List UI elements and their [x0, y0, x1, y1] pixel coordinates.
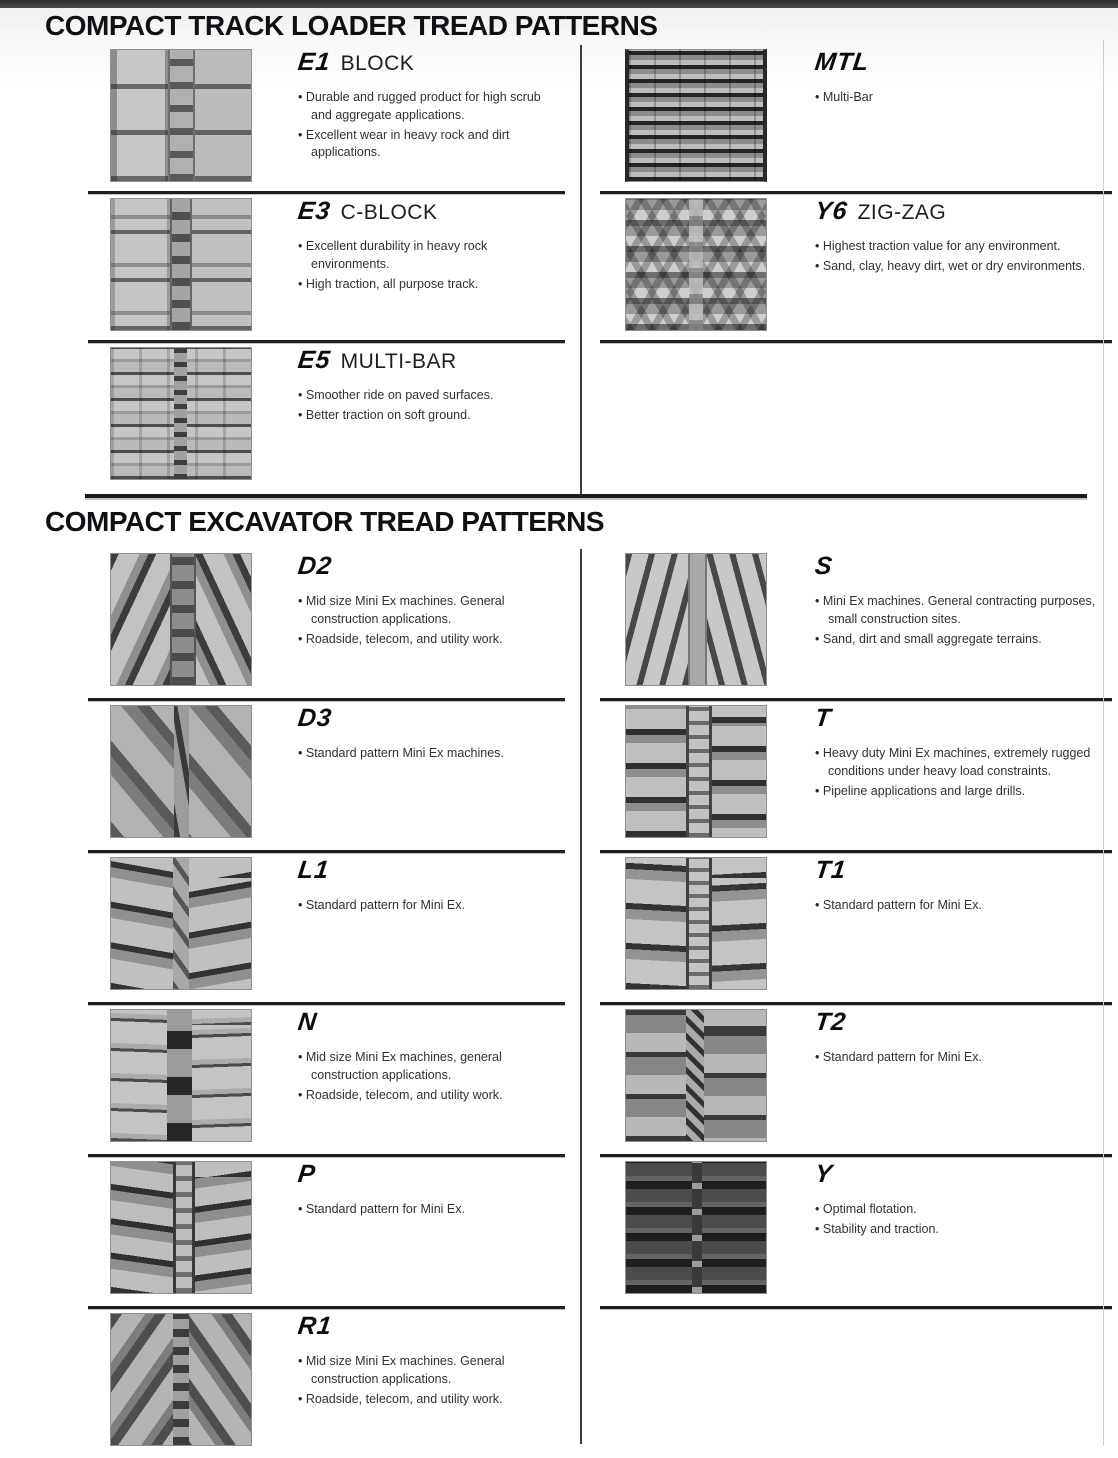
tread-r1-pattern	[110, 1313, 252, 1446]
pattern-info	[298, 347, 493, 427]
pattern-code: E5	[296, 346, 333, 374]
tread-e5-pattern	[110, 347, 252, 480]
pattern-bullets	[298, 1049, 556, 1104]
pattern-title	[298, 554, 556, 580]
pattern-title	[298, 348, 493, 374]
tread-n-pattern	[110, 1009, 252, 1142]
tread-row	[88, 194, 565, 343]
bullet-item: • Standard pattern for Mini Ex.	[815, 1049, 982, 1067]
pattern-bullets	[815, 897, 982, 915]
pattern-info	[815, 1009, 982, 1069]
tread-spine	[686, 1010, 704, 1141]
tread-row	[600, 1005, 1112, 1157]
pattern-code: E1	[296, 48, 333, 76]
bullet-item: • Roadside, telecom, and utility work.	[298, 1391, 556, 1409]
pattern-title	[298, 1162, 465, 1188]
pattern-bullets	[298, 1201, 465, 1219]
tread-t-pattern	[625, 705, 767, 838]
pattern-info	[298, 1009, 556, 1106]
pattern-info	[815, 198, 1085, 278]
bullet-item: • Mid size Mini Ex machines. General construction applications.	[298, 1353, 556, 1389]
pattern-bullets	[815, 593, 1112, 648]
pattern-code: Y	[813, 1160, 835, 1188]
pattern-code: E3	[296, 197, 333, 225]
pattern-info	[298, 705, 504, 765]
bullet-item: • Stability and traction.	[815, 1221, 939, 1239]
tread-d3-pattern	[110, 705, 252, 838]
tread-y6-pattern	[625, 198, 767, 331]
bullet-item: • High traction, all purpose track.	[298, 276, 556, 294]
pattern-info	[815, 49, 879, 109]
pattern-code: D3	[296, 704, 334, 732]
pattern-title	[298, 1314, 556, 1340]
pattern-title	[815, 1162, 939, 1188]
pattern-bullets	[815, 238, 1085, 276]
bullet-item: • Heavy duty Mini Ex machines, extremely rugged conditions under heavy load constraints.	[815, 745, 1112, 781]
tread-spine	[173, 1314, 190, 1445]
pattern-code: MTL	[813, 48, 872, 76]
pattern-title	[815, 50, 879, 76]
right-column	[582, 549, 1118, 1309]
bullet-item: • Roadside, telecom, and utility work.	[298, 631, 556, 649]
bullet-item: • Smoother ride on paved surfaces.	[298, 387, 493, 405]
tread-s-pattern	[625, 553, 767, 686]
pattern-info	[298, 1313, 556, 1410]
pattern-code: T1	[813, 856, 848, 884]
pattern-title	[815, 858, 982, 884]
tread-row	[88, 1157, 565, 1309]
tread-row	[600, 45, 1112, 194]
page-top-bar	[0, 0, 1118, 8]
section-title: COMPACT EXCAVATOR TREAD PATTERNS	[45, 506, 605, 537]
bullet-item: • Standard pattern for Mini Ex.	[298, 897, 465, 915]
pattern-title	[298, 50, 556, 76]
tread-y-pattern	[625, 1161, 767, 1294]
section-title: COMPACT TRACK LOADER TREAD PATTERNS	[45, 10, 658, 41]
bullet-item: • Durable and rugged product for high scrub and aggregate applications.	[298, 89, 556, 125]
tread-e3-pattern	[110, 198, 252, 331]
pattern-name: ZIG-ZAG	[857, 201, 947, 224]
tread-row	[600, 853, 1112, 1005]
tread-spine	[174, 348, 187, 479]
pattern-code: P	[296, 1160, 318, 1188]
pattern-title	[298, 199, 556, 225]
pattern-title	[815, 199, 1085, 225]
tread-row	[88, 45, 565, 194]
tread-spine	[167, 1010, 192, 1141]
pattern-info	[298, 857, 465, 917]
pattern-code: T	[813, 704, 834, 732]
pattern-info	[298, 49, 556, 164]
tread-spine	[170, 199, 192, 330]
bullet-item: • Sand, clay, heavy dirt, wet or dry environments.	[815, 258, 1085, 276]
bullet-item: • Standard pattern Mini Ex machines.	[298, 745, 504, 763]
pattern-code: R1	[296, 1312, 334, 1340]
tread-spine	[168, 50, 194, 181]
tread-spine	[688, 554, 707, 685]
pattern-bullets	[815, 1049, 982, 1067]
pattern-info	[815, 1161, 939, 1241]
pattern-title	[298, 706, 504, 732]
pattern-code: D2	[296, 552, 334, 580]
bullet-item: • Excellent durability in heavy rock environments.	[298, 238, 556, 274]
bullet-item: • Highest traction value for any environment.	[815, 238, 1085, 256]
pattern-bullets	[815, 745, 1112, 800]
pattern-title	[298, 858, 465, 884]
bullet-item: • Mid size Mini Ex machines, general construction applications.	[298, 1049, 556, 1085]
tread-row	[600, 549, 1112, 701]
section-excavator	[0, 494, 1118, 1458]
pattern-bullets	[815, 89, 879, 107]
pattern-info	[298, 553, 556, 650]
pattern-bullets	[298, 238, 556, 293]
pattern-info	[298, 1161, 465, 1221]
bullet-item: • Standard pattern for Mini Ex.	[815, 897, 982, 915]
tread-spine	[173, 1162, 196, 1293]
bullet-item: • Mini Ex machines. General contracting purposes, small construction sites.	[815, 593, 1112, 629]
tread-spine	[174, 706, 189, 837]
tread-spine	[686, 706, 712, 837]
pattern-title	[815, 706, 1112, 732]
pattern-code: T2	[813, 1008, 848, 1036]
tread-d2-pattern	[110, 553, 252, 686]
pattern-info	[815, 553, 1112, 650]
pattern-info	[298, 198, 556, 295]
pattern-name: C-BLOCK	[340, 201, 438, 224]
pattern-bullets	[815, 1201, 939, 1239]
pattern-info	[815, 857, 982, 917]
pattern-code: N	[296, 1008, 319, 1036]
pattern-name: MULTI-BAR	[340, 350, 457, 373]
tread-row	[600, 1157, 1112, 1309]
pattern-bullets	[298, 745, 504, 763]
tread-spine	[170, 554, 196, 685]
tread-p-pattern	[110, 1161, 252, 1294]
pattern-code: S	[813, 552, 835, 580]
bullet-item: • Better traction on soft ground.	[298, 407, 493, 425]
tread-row	[600, 194, 1112, 343]
tread-l1-pattern	[110, 857, 252, 990]
pattern-bullets	[298, 387, 493, 425]
pattern-title	[815, 554, 1112, 580]
section-track-loader	[0, 8, 1118, 494]
tread-row	[88, 549, 565, 701]
tread-row	[88, 701, 565, 853]
right-column	[582, 45, 1118, 343]
bullet-item: • Roadside, telecom, and utility work.	[298, 1087, 556, 1105]
pattern-info	[815, 705, 1112, 802]
bullet-item: • Pipeline applications and large drills.	[815, 783, 1112, 801]
tread-row	[88, 343, 565, 492]
tread-mtl-pattern	[625, 49, 767, 182]
bullet-item: • Optimal flotation.	[815, 1201, 939, 1219]
tread-row	[88, 853, 565, 1005]
pattern-bullets	[298, 897, 465, 915]
left-column	[0, 45, 580, 492]
tread-row	[88, 1005, 565, 1157]
bullet-item: • Mid size Mini Ex machines. General construction applications.	[298, 593, 556, 629]
pattern-bullets	[298, 89, 556, 162]
tread-row	[88, 1309, 565, 1458]
pattern-name: BLOCK	[340, 52, 415, 75]
tread-t2-pattern	[625, 1009, 767, 1142]
pattern-bullets	[298, 1353, 556, 1408]
tread-e1-pattern	[110, 49, 252, 182]
bullet-item: • Excellent wear in heavy rock and dirt applications.	[298, 127, 556, 163]
tread-row	[600, 701, 1112, 853]
tread-spine	[689, 199, 703, 330]
tread-spine	[173, 858, 190, 989]
pattern-title	[815, 1010, 982, 1036]
pattern-code: L1	[296, 856, 331, 884]
left-column	[0, 549, 580, 1458]
bullet-item: • Standard pattern for Mini Ex.	[298, 1201, 465, 1219]
bullet-item: • Sand, dirt and small aggregate terrains.	[815, 631, 1112, 649]
pattern-title	[298, 1010, 556, 1036]
pattern-bullets	[298, 593, 556, 648]
tread-spine	[686, 858, 712, 989]
bullet-item: • Multi-Bar	[815, 89, 879, 107]
pattern-code: Y6	[813, 197, 850, 225]
tread-spine	[692, 1162, 702, 1293]
tread-t1-pattern	[625, 857, 767, 990]
